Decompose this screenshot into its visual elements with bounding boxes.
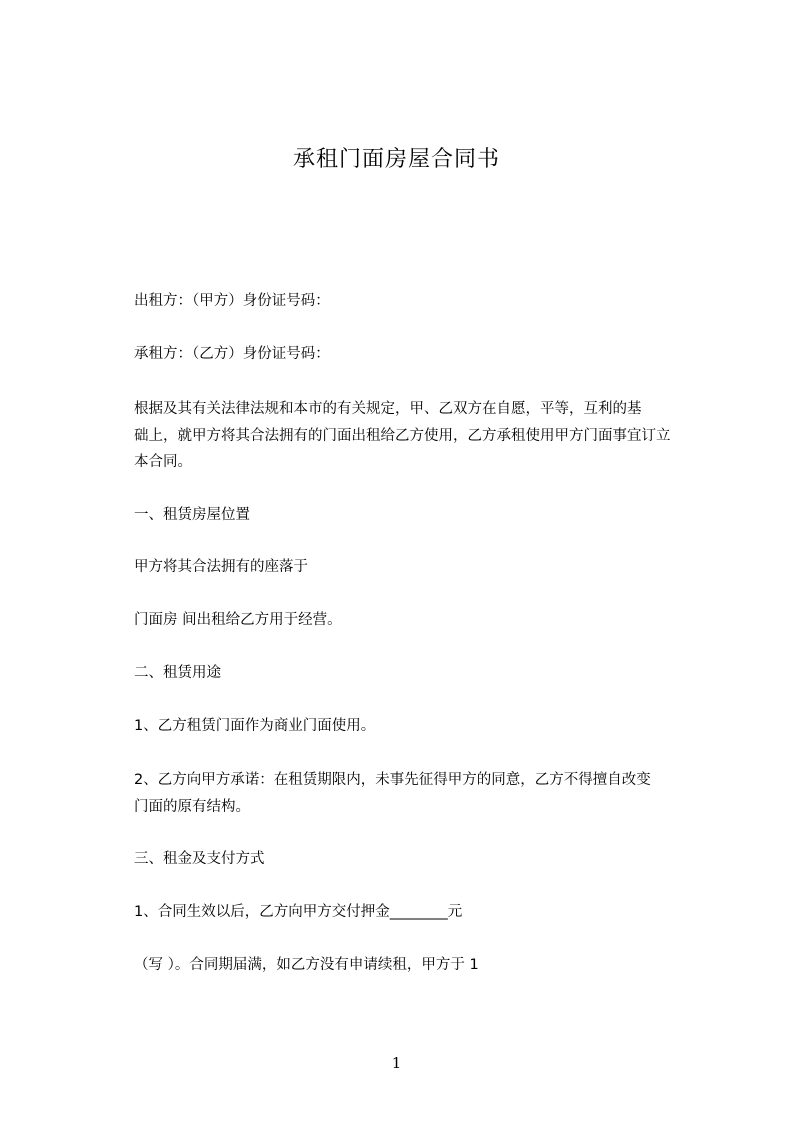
intro-paragraph bbox=[134, 396, 714, 476]
section2-heading: 二、租赁用途 bbox=[134, 665, 221, 681]
section2-item2-line-2: 门面的原有结构。 bbox=[134, 798, 250, 815]
section1-heading: 一、租赁房屋位置 bbox=[134, 507, 250, 523]
intro-line-2: 础上，就甲方将其合法拥有的门面出租给乙方使用，乙方承租使用甲方门面事宜订立 bbox=[134, 427, 671, 444]
section3-item1-continued: （写 ）。合同期届满，如乙方没有申请续租，甲方于 1 bbox=[134, 957, 479, 973]
lessor-line: 出租方：（甲方）身份证号码： bbox=[134, 293, 330, 309]
section1-text2: 门面房 间出租给乙方用于经营。 bbox=[134, 612, 342, 628]
section2-item1: 1、乙方租赁门面作为商业门面使用。 bbox=[134, 718, 376, 734]
section3-item1: 1、合同生效以后，乙方向甲方交付押金________元 bbox=[134, 904, 463, 920]
document-title: 承租门面房屋合同书 bbox=[292, 147, 500, 172]
intro-line-1: 根据及其有关法律法规和本市的有关规定，甲、乙双方在自愿，平等，互利的基 bbox=[134, 401, 642, 417]
lessee-line: 承租方：（乙方）身份证号码： bbox=[134, 346, 330, 362]
intro-line-3: 本合同。 bbox=[134, 454, 192, 470]
section3-heading: 三、租金及支付方式 bbox=[134, 851, 265, 867]
page-number: 1 bbox=[391, 1054, 402, 1072]
section1-text1: 甲方将其合法拥有的座落于 bbox=[134, 559, 308, 575]
section2-item2-line-1: 2、乙方向甲方承诺：在租赁期限内，未事先征得甲方的同意，乙方不得擅自改变 bbox=[134, 772, 651, 788]
section2-item2 bbox=[134, 767, 714, 820]
